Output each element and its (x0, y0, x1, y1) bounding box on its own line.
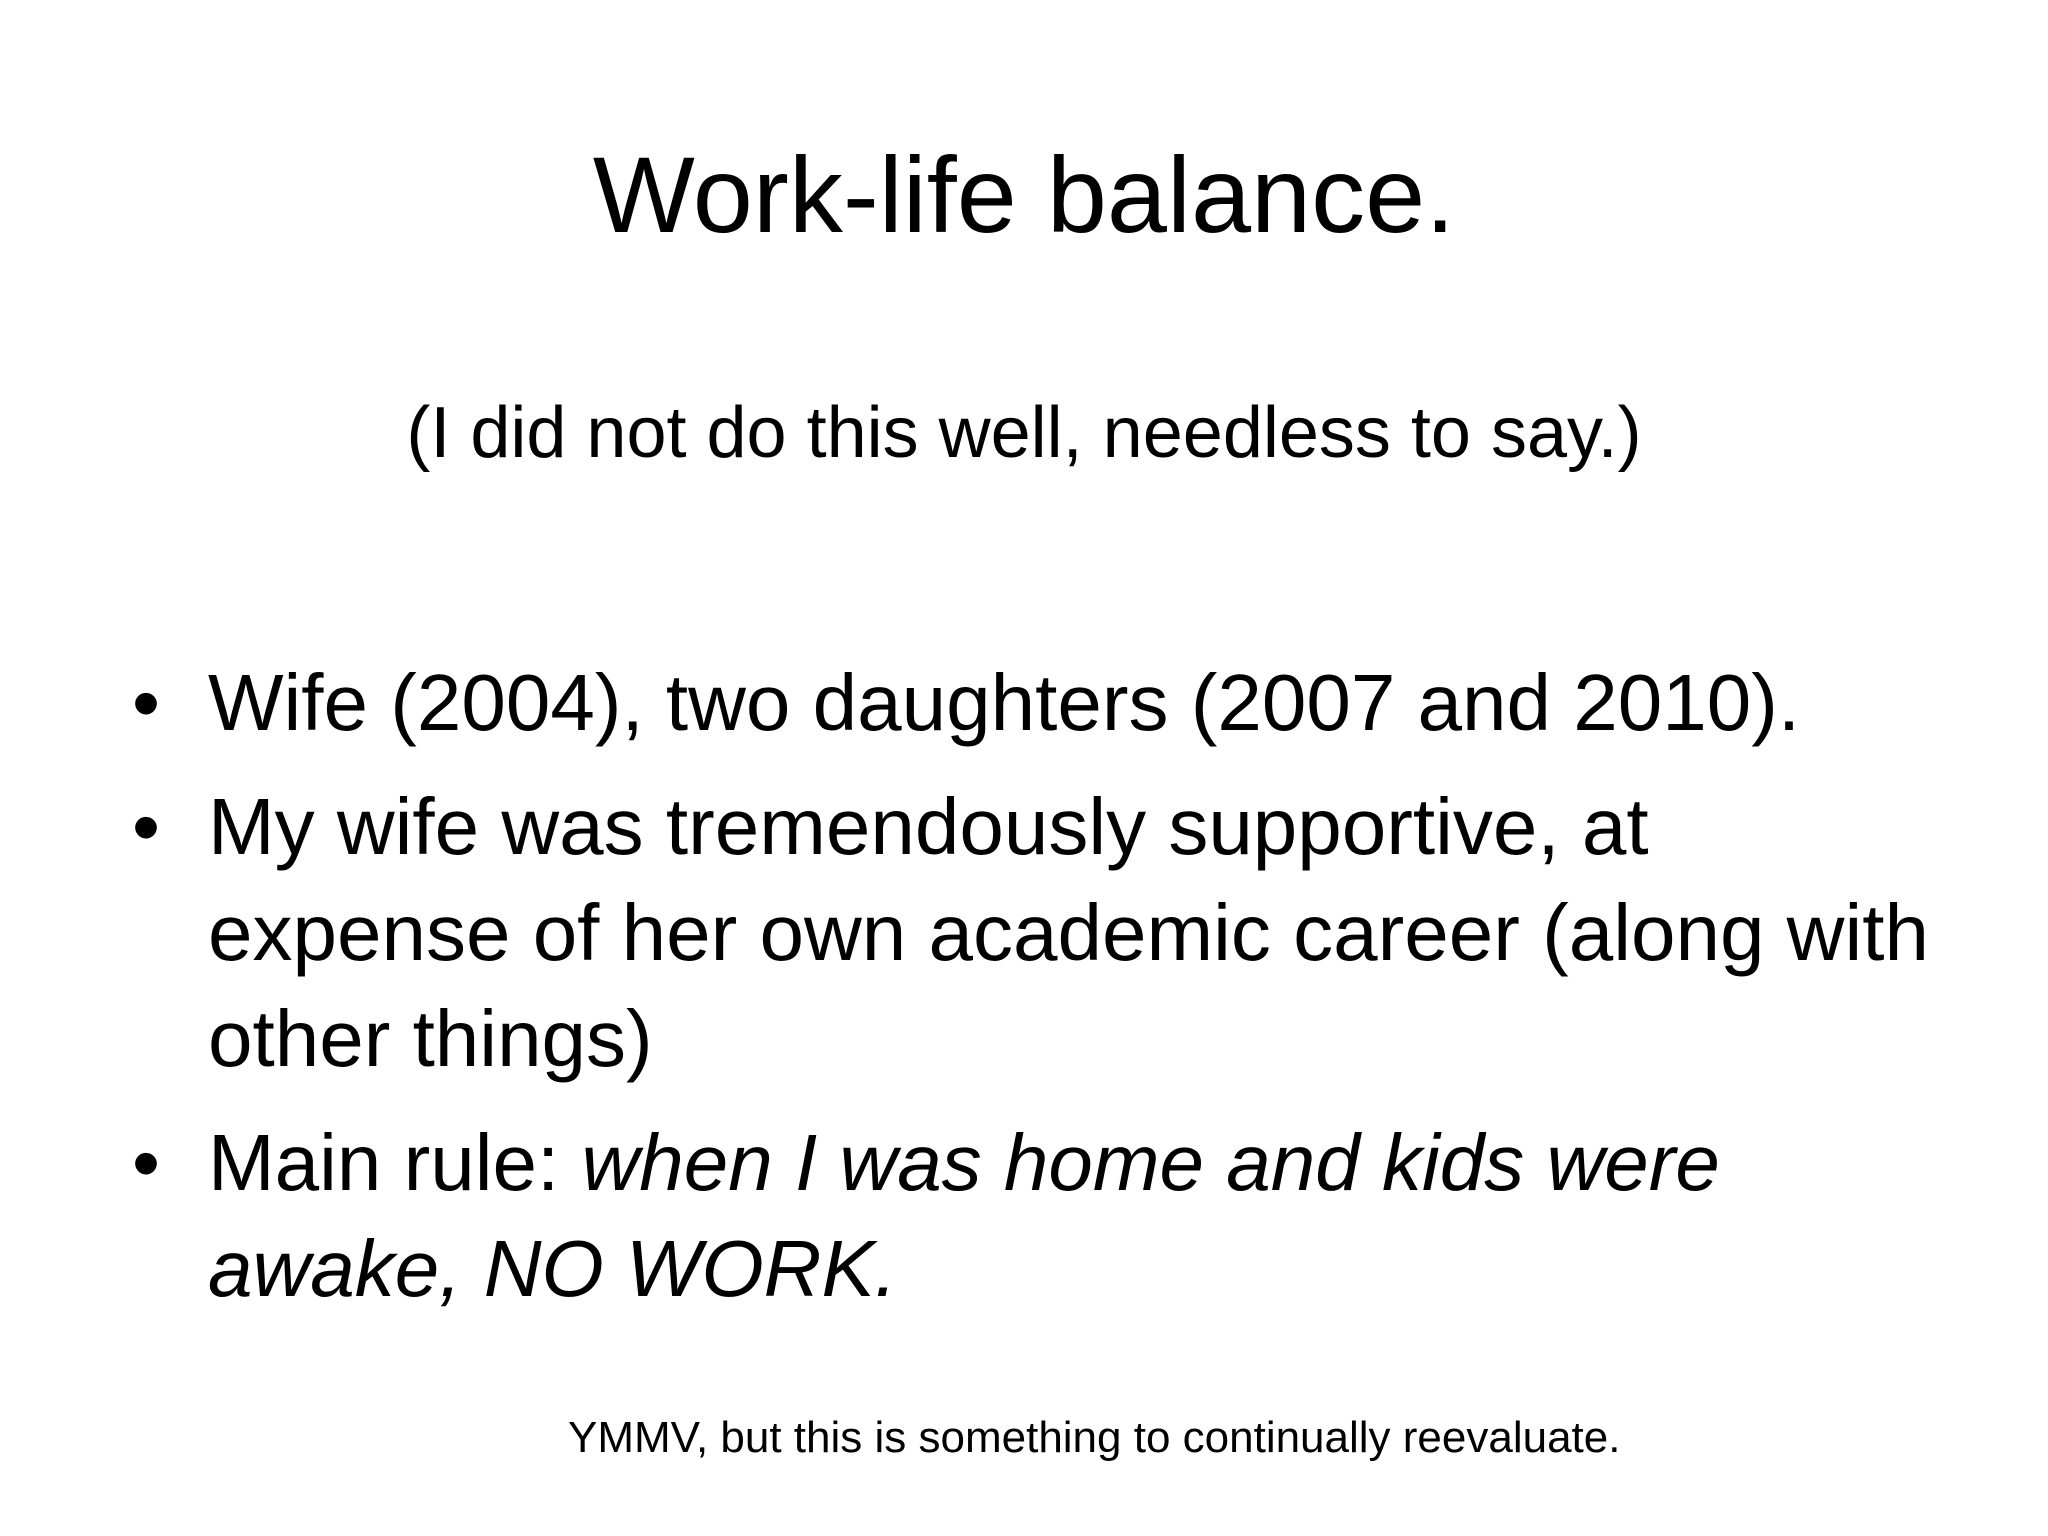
bullet-dot-icon: • (132, 782, 161, 871)
bullet-item-main-rule (132, 1110, 1952, 1322)
bullet-item-support (132, 774, 1952, 1092)
bullet-item-family (132, 650, 1952, 756)
bullet-list (132, 650, 1952, 1340)
bullet-dot-icon: • (132, 1118, 161, 1207)
slide-title: Work-life balance. (592, 134, 1456, 255)
bullet-prefix: Main rule: (208, 1118, 582, 1207)
slide-subtitle: (I did not do this well, needless to say.) (406, 393, 1642, 473)
bullet-text: Wife (2004), two daughters (2007 and 2010). (208, 658, 1801, 747)
bullet-dot-icon: • (132, 658, 161, 747)
bullet-emphasis: when I was home and kids were awake, NO WORK. (208, 1118, 1720, 1313)
slide-footnote: YMMV, but this is something to continually reevaluate. (568, 1413, 1621, 1462)
bullet-text: My wife was tremendously supportive, at expense of her own academic career (along with other things) (208, 782, 1929, 1083)
